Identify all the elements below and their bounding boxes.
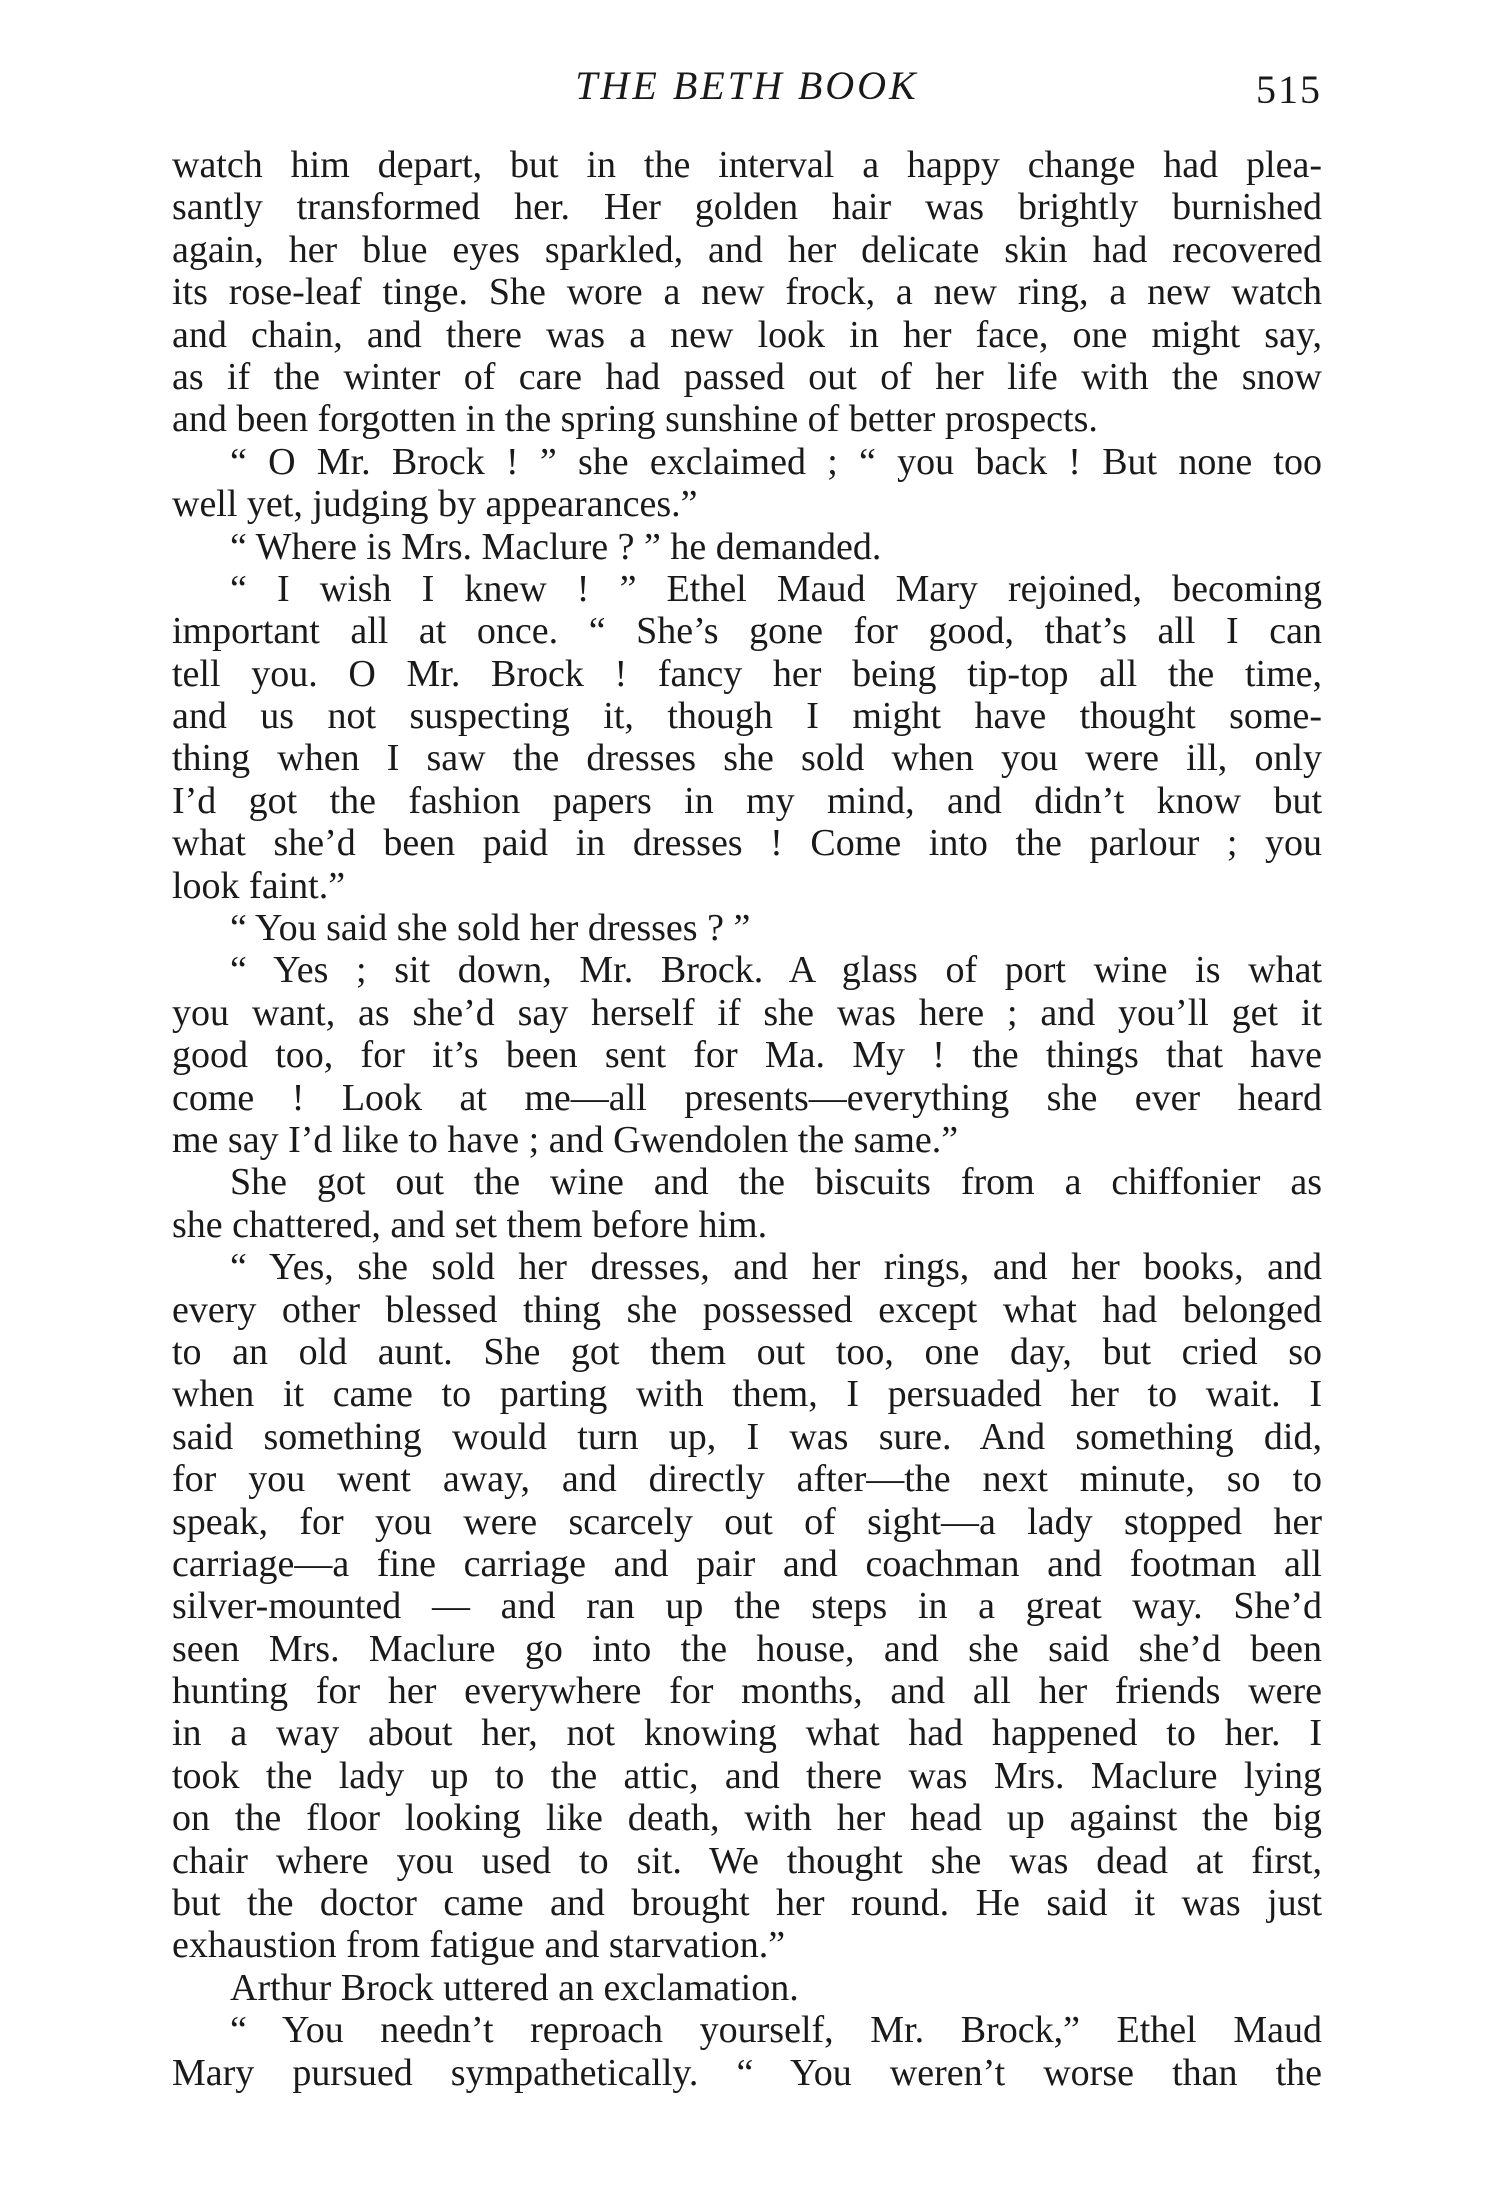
running-title: THE BETH BOOK — [575, 63, 919, 108]
text-line: good too, for it’s been sent for Ma. My ! the things that have — [172, 1034, 1322, 1077]
text-line: tell you. O Mr. Brock ! fancy her being tip-top all the time, — [172, 652, 1322, 695]
text-line: its rose-leaf tinge. She wore a new frock, a new ring, a new watch — [172, 271, 1322, 314]
text-line: “ You needn’t reproach yourself, Mr. Brock,” Ethel Maud — [230, 2009, 1322, 2052]
text-line: “ Yes ; sit down, Mr. Brock. A glass of port wine is what — [230, 949, 1322, 992]
text-line: what she’d been paid in dresses ! Come into the parlour ; you — [172, 822, 1322, 865]
text-line: watch him depart, but in the interval a happy change had plea- — [172, 144, 1322, 186]
text-line: silver-mounted — and ran up the steps in a great way. She’d — [172, 1585, 1322, 1628]
text-line: hunting for her everywhere for months, and all her friends were — [172, 1670, 1322, 1713]
text-line: and chain, and there was a new look in her face, one might say, — [172, 313, 1322, 356]
text-line: for you went away, and directly after—the next minute, so to — [172, 1458, 1322, 1501]
text-line: santly transformed her. Her golden hair was brightly burnished — [172, 186, 1322, 229]
text-line: but the doctor came and brought her round. He said it was just — [172, 1882, 1322, 1925]
text-line: in a way about her, not knowing what had happened to her. I — [172, 1712, 1322, 1755]
text-line: I’d got the fashion papers in my mind, and didn’t know but — [172, 779, 1322, 822]
text-line: as if the winter of care had passed out of her life with the snow — [172, 355, 1322, 398]
running-head — [172, 62, 1322, 122]
text-line: you want, as she’d say herself if she was here ; and you’ll get it — [172, 991, 1322, 1034]
text-line: chair where you used to sit. We thought she was dead at first, — [172, 1839, 1322, 1882]
text-line: and been forgotten in the spring sunshine of better prospects. — [172, 398, 1098, 441]
text-line: me say I’d like to have ; and Gwendolen the same.” — [172, 1118, 959, 1161]
text-line: important all at once. “ She’s gone for good, that’s all I can — [172, 610, 1322, 653]
text-line: “ You said she sold her dresses ? ” — [230, 907, 751, 950]
text-line: She got out the wine and the biscuits from a chiffonier as — [230, 1161, 1322, 1204]
body-text — [172, 144, 1322, 2094]
text-line: “ O Mr. Brock ! ” she exclaimed ; “ you back ! But none too — [230, 440, 1322, 483]
text-line: she chattered, and set them before him. — [172, 1203, 768, 1246]
page-number: 515 — [1256, 67, 1322, 112]
text-line: Arthur Brock uttered an exclamation. — [230, 1966, 799, 2009]
text-line: on the floor looking like death, with her head up against the big — [172, 1797, 1322, 1840]
text-line: when it came to parting with them, I persuaded her to wait. I — [172, 1373, 1322, 1416]
text-line: exhaustion from fatigue and starvation.” — [172, 1924, 786, 1967]
text-line: come ! Look at me—all presents—everything she ever heard — [172, 1076, 1322, 1119]
text-line: “ Yes, she sold her dresses, and her rings, and her books, and — [230, 1246, 1322, 1289]
text-line: to an old aunt. She got them out too, one day, but cried so — [172, 1330, 1322, 1373]
text-line: said something would turn up, I was sure. And something did, — [172, 1415, 1322, 1458]
text-line: carriage—a fine carriage and pair and coachman and footman all — [172, 1542, 1322, 1585]
text-line: took the lady up to the attic, and there was Mrs. Maclure lying — [172, 1754, 1322, 1797]
text-line: thing when I saw the dresses she sold when you were ill, only — [172, 737, 1322, 780]
text-line: look faint.” — [172, 864, 346, 907]
text-line: “ Where is Mrs. Maclure ? ” he demanded. — [230, 525, 882, 568]
text-line: “ I wish I knew ! ” Ethel Maud Mary rejoined, becoming — [230, 567, 1322, 610]
text-line: Mary pursued sympathetically. “ You weren’t worse than the — [172, 2051, 1322, 2094]
text-line: again, her blue eyes sparkled, and her delicate skin had recovered — [172, 228, 1322, 271]
text-line: well yet, judging by appearances.” — [172, 483, 698, 526]
text-line: every other blessed thing she possessed except what had belonged — [172, 1288, 1322, 1331]
text-line: seen Mrs. Maclure go into the house, and she said she’d been — [172, 1627, 1322, 1670]
text-line: speak, for you were scarcely out of sight—a lady stopped her — [172, 1500, 1322, 1543]
text-line: and us not suspecting it, though I might have thought some- — [172, 695, 1322, 738]
